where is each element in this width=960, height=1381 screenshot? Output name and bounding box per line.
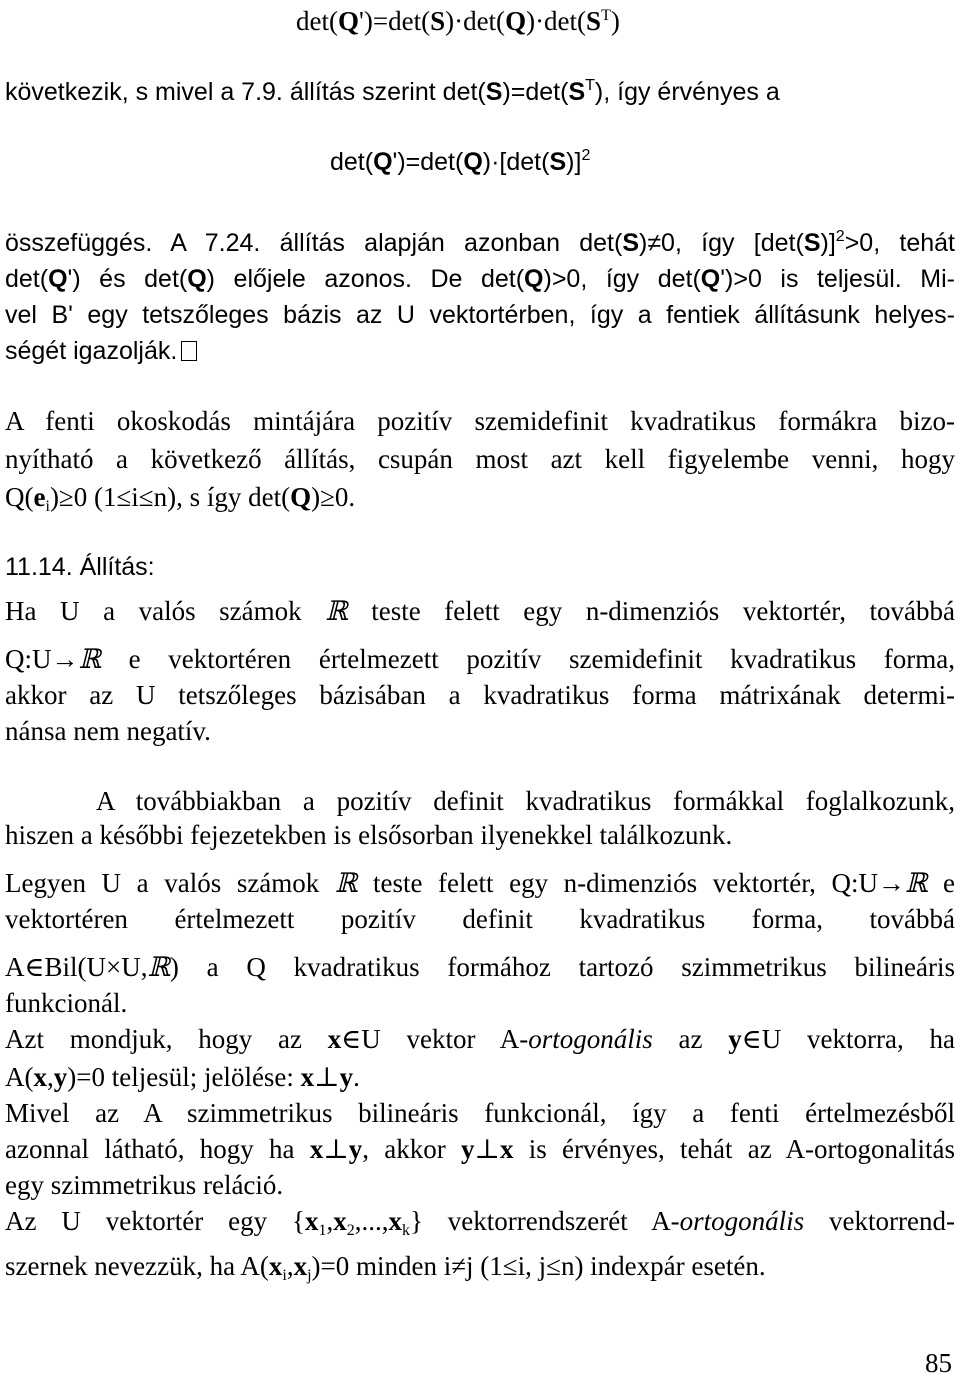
text-line: A∈Bil(U×U,ℝ) a Q kvadratikus formához tartozó szimmetrikus bilineáris: [5, 952, 955, 983]
qed-box-icon: [181, 341, 197, 361]
text-line: Legyen U a valós számok ℝ teste felett egy n-dimenziós vektortér, Q:U→ℝ e: [5, 868, 956, 899]
text-line: Mivel az A szimmetrikus bilineáris funkcionál, így a fenti értelmezésből: [5, 1098, 955, 1128]
formula-det-q-prime-squared: $\det(Q')=\det(Q)\cdot[\det(S)]^2$: [330, 147, 591, 176]
text-line: vektortéren értelmezett pozitív definit kvadratikus forma, továbbá: [5, 904, 955, 934]
formula-det-q-prime: $\det(Q')=\det(S)\cdot\det(Q)\cdot\det(S^T)$: [296, 6, 620, 36]
text-line: azonnal látható, hogy ha x⊥y, akkor y⊥x is érvényes, tehát az A-ortogonalitás: [5, 1134, 955, 1164]
text-line: A fenti okoskodás mintájára pozitív szemidefinit kvadratikus formákra bizo-: [5, 406, 955, 436]
text-line: vel B' egy tetszőleges bázis az U vektortérben, így a fentiek állításunk helyes-: [5, 301, 955, 329]
text-line: ségét igazolják.: [5, 334, 955, 368]
text-line: akkor az U tetszőleges bázisában a kvadratikus forma mátrixának determi-: [5, 680, 955, 710]
text-line: Q:U→ℝ e vektortéren értelmezett pozitív szemidefinit kvadratikus forma,: [5, 644, 955, 675]
text-line: következik, s mivel a 7.9. állítás szerint $\det(S)=\det(S^T)$, így érvényes a: [5, 77, 780, 106]
text-line: $Q(e_i)\ge 0$ (1≤i≤n), s így det(Q)≥0.: [5, 482, 356, 515]
text-line: hiszen a későbbi fejezetekben is elsősorban ilyenekkel találkozunk.: [5, 820, 733, 850]
statement-heading: 11.14. Állítás:: [5, 553, 155, 581]
text-line: szernek nevezzük, ha $A(x_i,x_j)=0$ minden i≠j (1≤i, j≤n) indexpár esetén.: [5, 1251, 766, 1284]
text-line: egy szimmetrikus reláció.: [5, 1170, 284, 1200]
page-number: 85: [925, 1348, 952, 1378]
text-line: Az U vektortér egy $\{x_1,x_2,...,x_k\}$ vektorrendszerét A-ortogonális vektorrend-: [5, 1206, 955, 1239]
text-line: összefüggés. A 7.24. állítás alapján azonban det(S)≠0, így $[\det(S)]^2>0$, tehát: [5, 228, 955, 257]
text-line: Azt mondjuk, hogy az x∈U vektor A-ortogonális az y∈U vektorra, ha: [5, 1024, 955, 1054]
text-line: A továbbiakban a pozitív definit kvadratikus formákkal foglalkozunk,: [96, 786, 955, 816]
text-line: A(x,y)=0 teljesül; jelölése: x⊥y.: [5, 1062, 360, 1092]
text-line: nánsa nem negatív.: [5, 716, 211, 746]
text-line: Ha U a valós számok ℝ teste felett egy n-dimenziós vektortér, továbbá: [5, 596, 955, 627]
text-line: funkcionál.: [5, 988, 128, 1018]
text-line: nyítható a következő állítás, csupán most azt kell figyelembe venni, hogy: [5, 444, 955, 474]
text-line: det(Q') és det(Q) előjele azonos. De det(Q)>0, így det(Q')>0 is teljesül. Mi-: [5, 265, 955, 293]
